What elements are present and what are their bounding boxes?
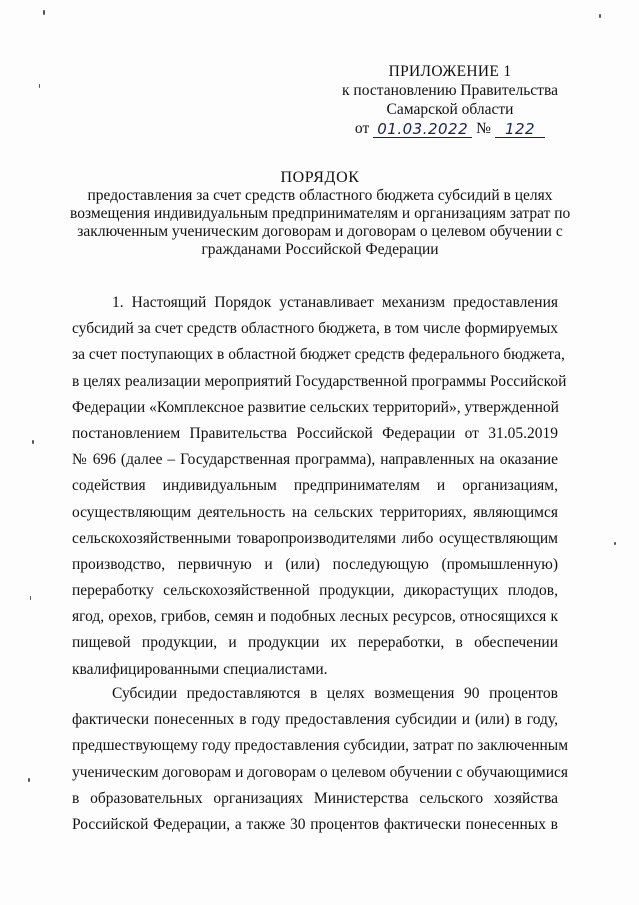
- text-line: сельскохозяйственными товаропроизводителями либо осуществляющим: [72, 529, 558, 547]
- scan-speck: [30, 596, 31, 600]
- text-line: Субсидии предоставляются в целях возмещения 90 процентов: [112, 685, 558, 702]
- scan-speck: [39, 84, 40, 88]
- text-line: предшествующему году предоставления субсидии, затрат по заключенным: [72, 737, 569, 755]
- handwritten-number: 122: [495, 121, 545, 138]
- handwritten-date: 01.03.2022: [373, 121, 472, 138]
- text-line: субсидий за счет средств областного бюджета, в том числе формируемых: [72, 320, 558, 338]
- text-line: ягод, орехов, грибов, семян и подобных лесных ресурсов, относящихся к: [72, 608, 558, 626]
- text-line: квалифицированными специалистами.: [72, 660, 328, 678]
- text-line: в образовательных организациях Министерства сельского хозяйства: [72, 789, 558, 807]
- appendix-title: ПРИЛОЖЕНИЕ 1: [388, 63, 512, 80]
- text-line: фактически понесенных в году предоставления субсидии и (или) в году,: [72, 711, 558, 729]
- text-line: постановлением Правительства Российской Федерации от 31.05.2019: [72, 424, 558, 442]
- text-line: Федерации «Комплексное развитие сельских территорий», утвержденной: [72, 398, 559, 416]
- number-prefix: №: [476, 120, 491, 137]
- appendix-line-resolution: к постановлению Правительства: [342, 82, 558, 99]
- appendix-block: [330, 62, 570, 138]
- text-line: переработку сельскохозяйственной продукции, дикорастущих плодов,: [72, 582, 558, 600]
- scan-speck: [32, 440, 34, 444]
- text-line: пищевой продукции, и продукции их переработки, в обеспечении: [72, 634, 558, 652]
- appendix-date-line: [355, 119, 545, 138]
- subtitle-line: возмещения индивидуальным предпринимателям и организациям затрат по: [70, 205, 571, 222]
- subtitle-line: предоставления за счет средств областного бюджета субсидий в целях: [87, 187, 553, 204]
- date-prefix: от: [354, 120, 370, 137]
- scan-speck: [28, 778, 30, 782]
- paragraph-1: [72, 290, 567, 683]
- text-line: в целях реализации мероприятий Государственной программы Российской: [72, 372, 567, 390]
- subtitle-line: гражданами Российской Федерации: [201, 241, 439, 258]
- appendix-line-region: Самарской области: [386, 101, 514, 118]
- text-line: содействия индивидуальным предпринимателям и организациям,: [72, 477, 558, 495]
- document-title: ПОРЯДОК: [280, 169, 360, 186]
- scan-speck: [614, 542, 616, 545]
- text-line: № 696 (далее – Государственная программа), направленных на оказание: [72, 451, 558, 469]
- text-line: 1. Настоящий Порядок устанавливает механизм предоставления: [112, 294, 558, 311]
- paragraph-2: [72, 681, 569, 838]
- scan-speck: [599, 14, 601, 18]
- text-line: осуществляющим деятельность на сельских территориях, являющимся: [72, 503, 558, 521]
- text-line: Российской Федерации, а также 30 процентов фактически понесенных в: [72, 815, 558, 833]
- subtitle-line: заключенным ученическим договорам и договорам о целевом обучении с: [77, 223, 563, 240]
- scan-speck: [43, 10, 45, 15]
- document-subtitle: [70, 187, 570, 259]
- text-line: производство, первичную и (или) последующую (промышленную): [72, 555, 558, 573]
- text-line: ученическим договорам и договорам о целевом обучении с обучающимися: [72, 763, 569, 781]
- text-line: за счет поступающих в областной бюджет средств федерального бюджета,: [72, 346, 565, 364]
